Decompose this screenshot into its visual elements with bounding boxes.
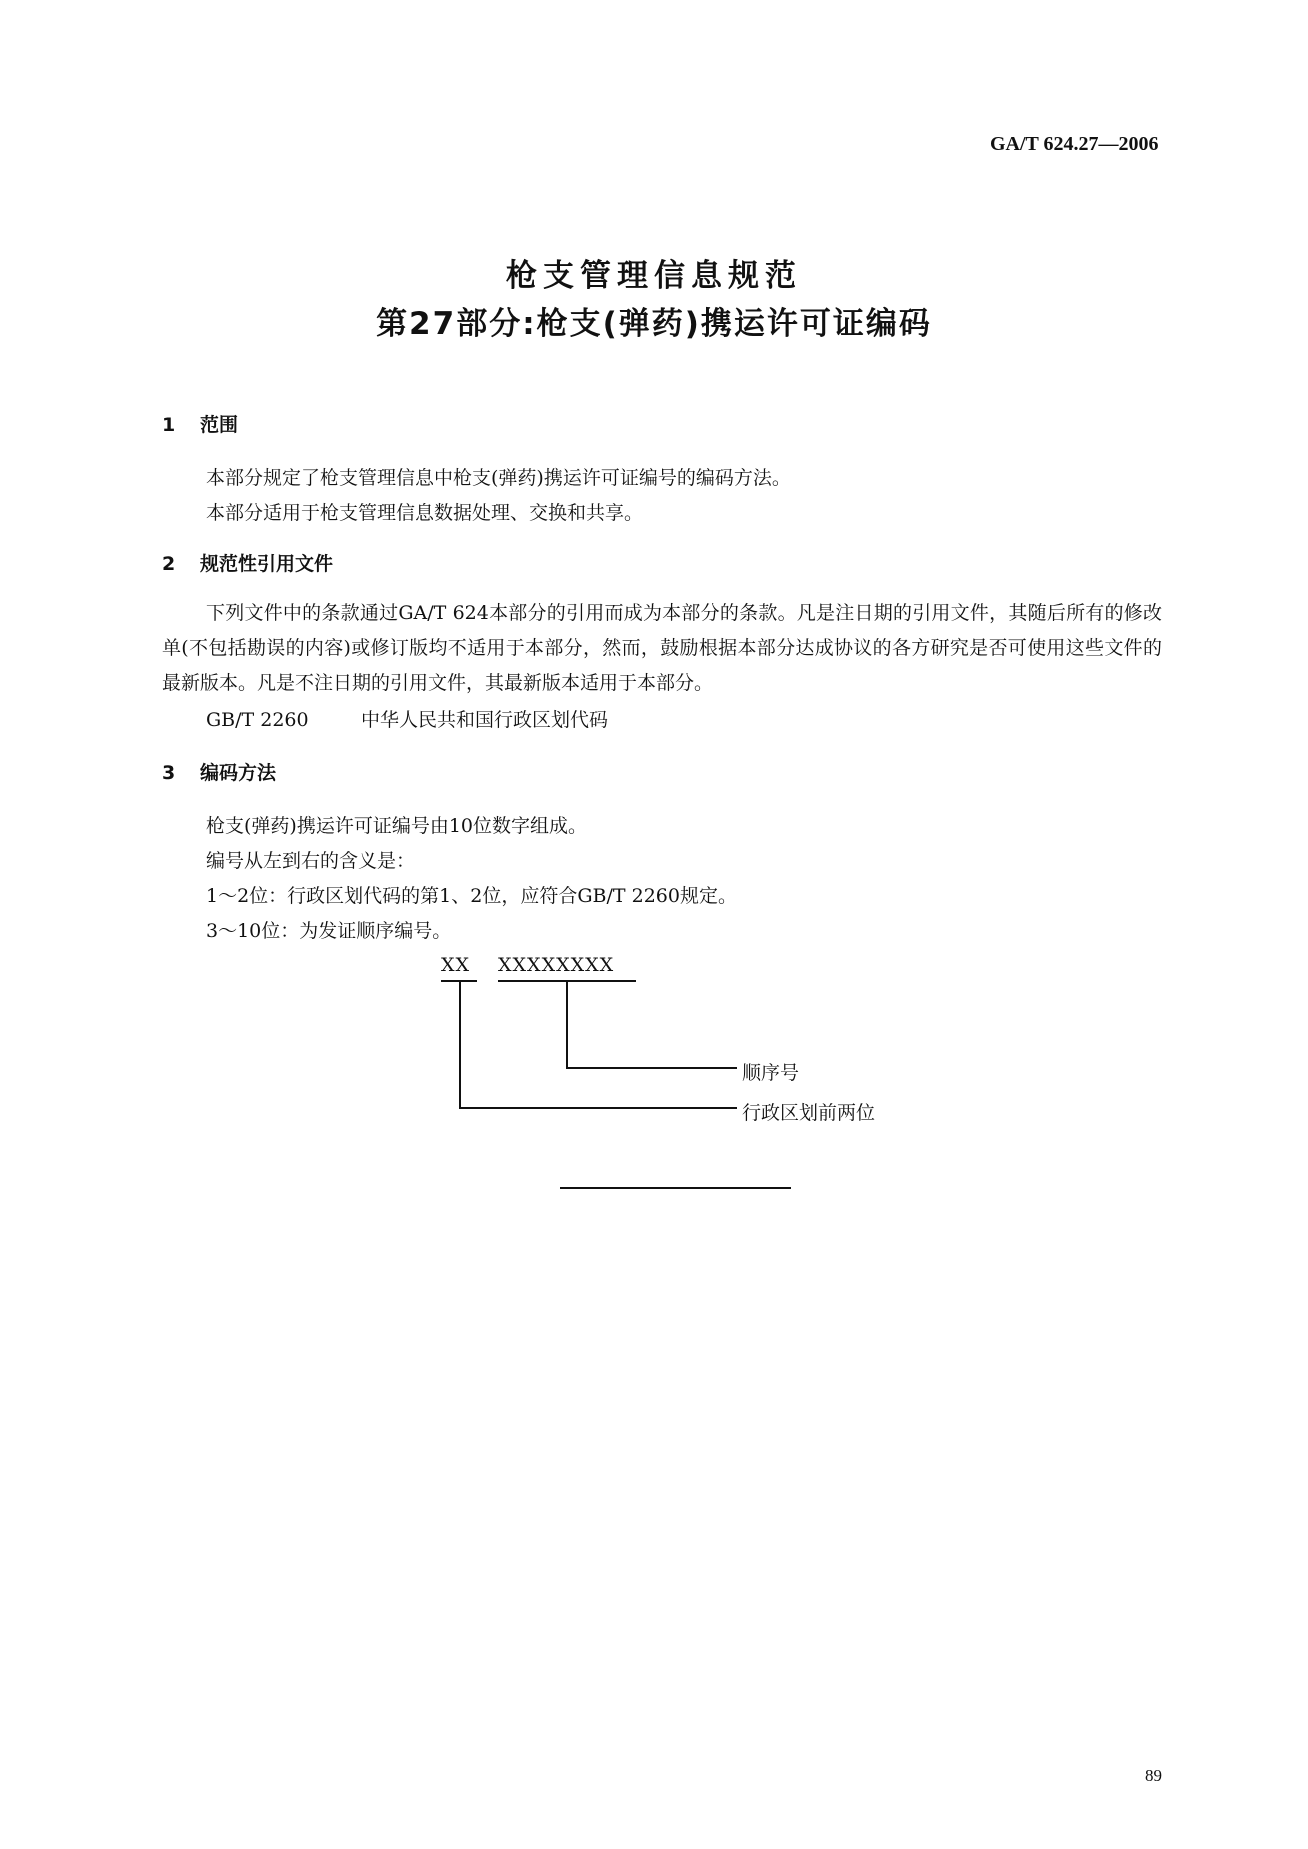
paragraph: 本部分规定了枪支管理信息中枪支(弹药)携运许可证编号的编码方法。 [206, 467, 791, 489]
document-title: 枪支管理信息规范 [506, 258, 802, 294]
code-segment-region: XX [441, 954, 471, 976]
paragraph: 下列文件中的条款通过GA/T 624本部分的引用而成为本部分的条款。凡是注日期的引用文件，其随后所有的修改单(不包括勘误的内容)或修订版均不适用于本部分，然而，鼓励根据本部分达成协议的各方研究是否可使用这些文件的最新版本。凡是不注日期的引用文件，其最新版本适用于本部分。 [162, 602, 1162, 694]
section-title: 编码方法 [200, 762, 277, 784]
reference-entry [206, 705, 608, 732]
end-rule [560, 1187, 791, 1189]
section-heading-references [162, 549, 333, 576]
reference-code: GB/T 2260 [206, 709, 309, 731]
code-segment-sequence: XXXXXXXX [498, 954, 615, 976]
label-region-prefix: 行政区划前两位 [742, 1102, 876, 1124]
paragraph: 枪支(弹药)携运许可证编号由10位数字组成。 [206, 815, 588, 837]
section-number: 2 [162, 553, 176, 575]
section-number: 1 [162, 414, 176, 436]
paragraph: 3～10位：为发证顺序编号。 [206, 920, 452, 942]
section-title: 范围 [200, 414, 239, 436]
paragraph: 本部分适用于枪支管理信息数据处理、交换和共享。 [206, 502, 644, 524]
page-number: 89 [1145, 1766, 1162, 1785]
reference-title: 中华人民共和国行政区划代码 [361, 709, 609, 731]
standard-code: GA/T 624.27—2006 [990, 133, 1159, 155]
connector-region-vertical [459, 982, 461, 1109]
section-heading-coding-method [162, 758, 276, 785]
section-number: 3 [162, 762, 176, 784]
document-subtitle: 第27部分:枪支(弹药)携运许可证编码 [376, 306, 932, 342]
paragraph: 1～2位：行政区划代码的第1、2位，应符合GB/T 2260规定。 [206, 885, 737, 907]
connector-sequence-horizontal [566, 1067, 737, 1069]
connector-region-horizontal [459, 1107, 737, 1109]
connector-sequence-vertical [566, 982, 568, 1069]
label-sequence-number: 顺序号 [742, 1062, 800, 1084]
section-title: 规范性引用文件 [200, 553, 334, 575]
paragraph: 编号从左到右的含义是： [206, 850, 416, 872]
section-heading-scope [162, 410, 238, 437]
